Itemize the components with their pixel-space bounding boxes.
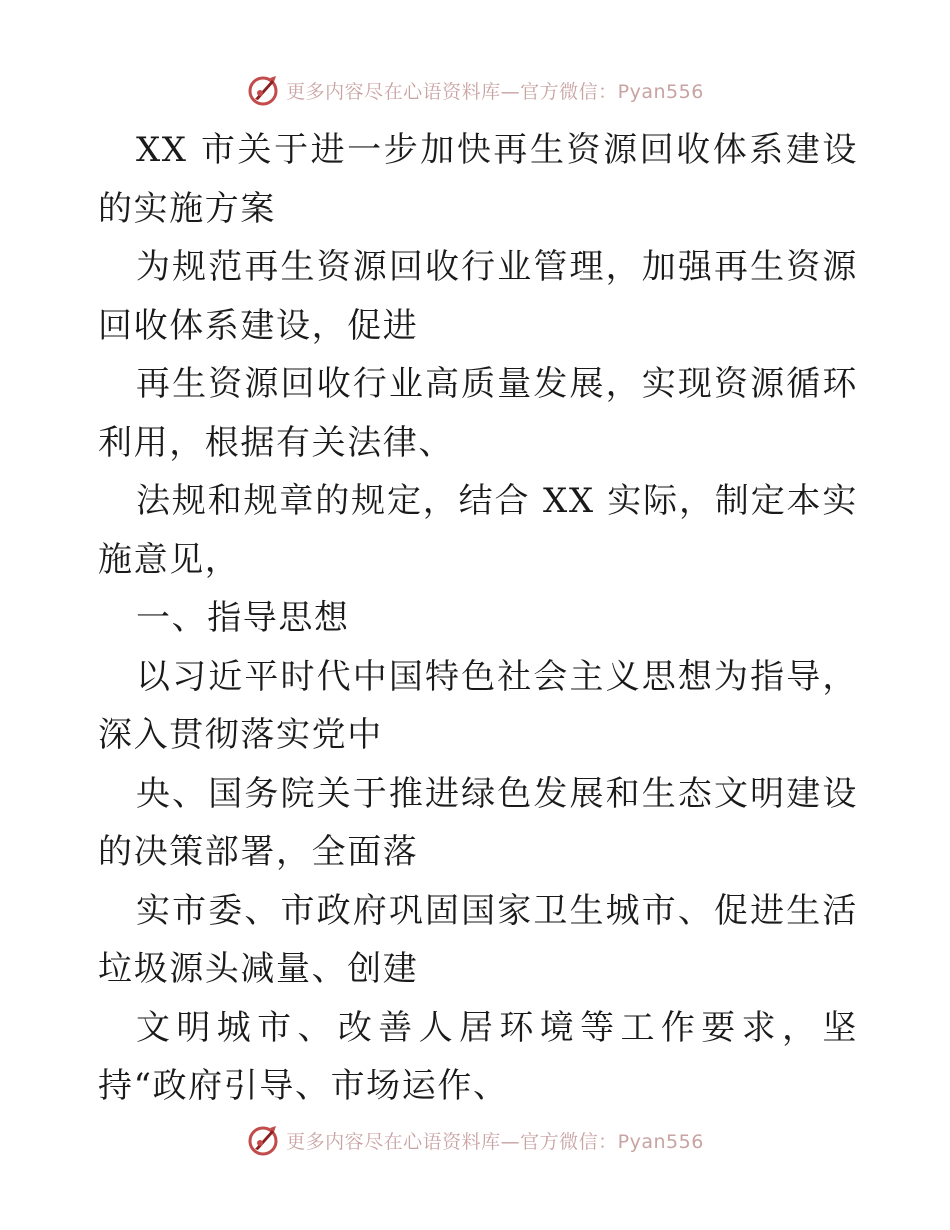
document-body	[98, 121, 858, 1116]
paragraph: 实市委、市政府巩固国家卫生城市、促进生活垃圾源头减量、创建	[98, 890, 858, 989]
section-heading: 一、指导思想	[136, 598, 350, 638]
quill-seal-icon	[246, 73, 280, 107]
quill-seal-icon	[246, 1123, 280, 1157]
paragraph: 再生资源回收行业高质量发展，实现资源循环利用，根据有关法律、	[98, 364, 858, 463]
paragraph: 法规和规章的规定，结合 XX 实际，制定本实施意见，	[98, 481, 858, 580]
paragraph: 为规范再生资源回收行业管理，加强再生资源回收体系建设，促进	[98, 247, 858, 346]
paragraph: 文明城市、改善人居环境等工作要求，坚持“政府引导、市场运作、	[98, 1007, 858, 1106]
document-title: XX 市关于进一步加快再生资源回收体系建设的实施方案	[98, 130, 858, 229]
paragraph: 以习近平时代中国特色社会主义思想为指导，深入贯彻落实党中	[98, 656, 858, 755]
footer-watermark-text: 更多内容尽在心语资料库—官方微信：Pyan556	[286, 1130, 704, 1153]
header-watermark-text: 更多内容尽在心语资料库—官方微信：Pyan556	[286, 80, 704, 103]
footer-watermark-banner	[0, 1120, 950, 1160]
header-watermark-banner	[0, 70, 950, 110]
paragraph: 央、国务院关于推进绿色发展和生态文明建设的决策部署，全面落	[98, 773, 858, 872]
